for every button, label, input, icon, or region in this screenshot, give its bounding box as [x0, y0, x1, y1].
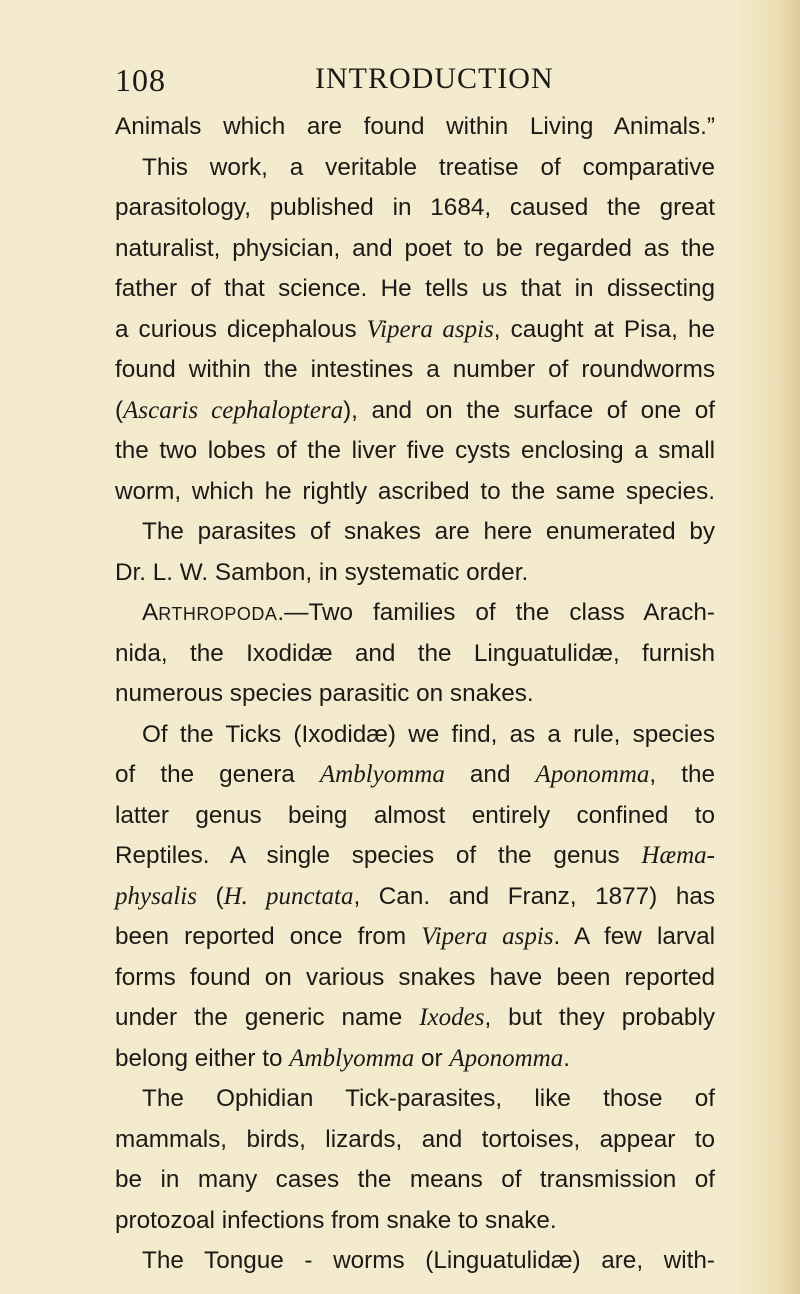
body-text — [115, 107, 715, 1282]
text-line: This work, a veritable treatise of comparative — [142, 153, 715, 181]
text-line: a curious dicephalous Vipera aspis, caught at Pisa, he — [115, 315, 715, 343]
italic-term: Aponomma — [535, 761, 650, 788]
italic-term: H. punctata — [223, 882, 354, 910]
text-line: been reported once from Vipera aspis. A few larval — [115, 923, 716, 950]
italic-term: Hæma- — [641, 842, 715, 869]
italic-term: Amblyomma — [319, 761, 445, 788]
text-line: latter genus being almost entirely confined to — [115, 801, 715, 829]
text-line: nida, the Ixodidæ and the Linguatulidæ, furnish — [115, 639, 715, 667]
page-number: 108 — [115, 62, 166, 98]
text-line: worm, which he rightly ascribed to the same species. — [115, 477, 715, 505]
text-line: physalis (H. punctata, Can. and Franz, 1877) has — [115, 882, 715, 910]
italic-term: Ixodes — [419, 1004, 485, 1031]
text-line: father of that science. He tells us that in dissecting — [115, 275, 715, 302]
text-line: Of the Ticks (Ixodidæ) we find, as a rule, species — [142, 720, 715, 748]
text-line: The Tongue - worms (Linguatulidæ) are, with- — [142, 1247, 715, 1274]
text-line: be in many cases the means of transmission of — [115, 1166, 715, 1193]
page-header — [115, 62, 715, 102]
text-line: protozoal infections from snake to snake. — [115, 1206, 557, 1234]
text-line: The parasites of snakes are here enumerated by — [142, 518, 715, 545]
small-caps-heading: RTHROPODA — [158, 604, 278, 624]
text-line: Reptiles. A single species of the genus Hæma- — [115, 842, 715, 869]
italic-term: Vipera aspis — [366, 315, 494, 343]
italic-term: Vipera aspis — [421, 923, 554, 950]
running-head: INTRODUCTION — [315, 62, 554, 95]
text-line: (Ascaris cephaloptera), and on the surface of one of — [115, 396, 715, 424]
italic-term: Ascaris cephaloptera — [123, 396, 344, 424]
text-line: of the genera Amblyomma and Aponomma, the — [115, 761, 715, 788]
text-line: naturalist, physician, and poet to be regarded as the — [115, 234, 715, 262]
text-line: belong either to Amblyomma or Aponomma. — [115, 1044, 571, 1072]
italic-term: physalis — [115, 882, 197, 910]
text-line: parasitology, published in 1684, caused the great — [115, 194, 715, 221]
text-line: forms found on various snakes have been reported — [115, 963, 715, 991]
text-line: Animals which are found within Living Animals.” — [115, 113, 715, 140]
text-line: numerous species parasitic on snakes. — [115, 680, 534, 707]
italic-term: Amblyomma — [289, 1044, 415, 1072]
text-line: The Ophidian Tick-parasites, like those of — [142, 1085, 715, 1112]
italic-term: Aponomma — [449, 1044, 564, 1072]
text-line: mammals, birds, lizards, and tortoises, appear to — [115, 1125, 715, 1153]
text-line: ARTHROPODA.—Two families of the class Arach- — [142, 599, 715, 626]
text-line: Dr. L. W. Sambon, in systematic order. — [115, 558, 529, 586]
text-line: the two lobes of the liver five cysts enclosing a small — [115, 437, 715, 464]
text-line: under the generic name Ixodes, but they probably — [115, 1004, 715, 1031]
text-line: found within the intestines a number of roundworms — [115, 356, 715, 383]
